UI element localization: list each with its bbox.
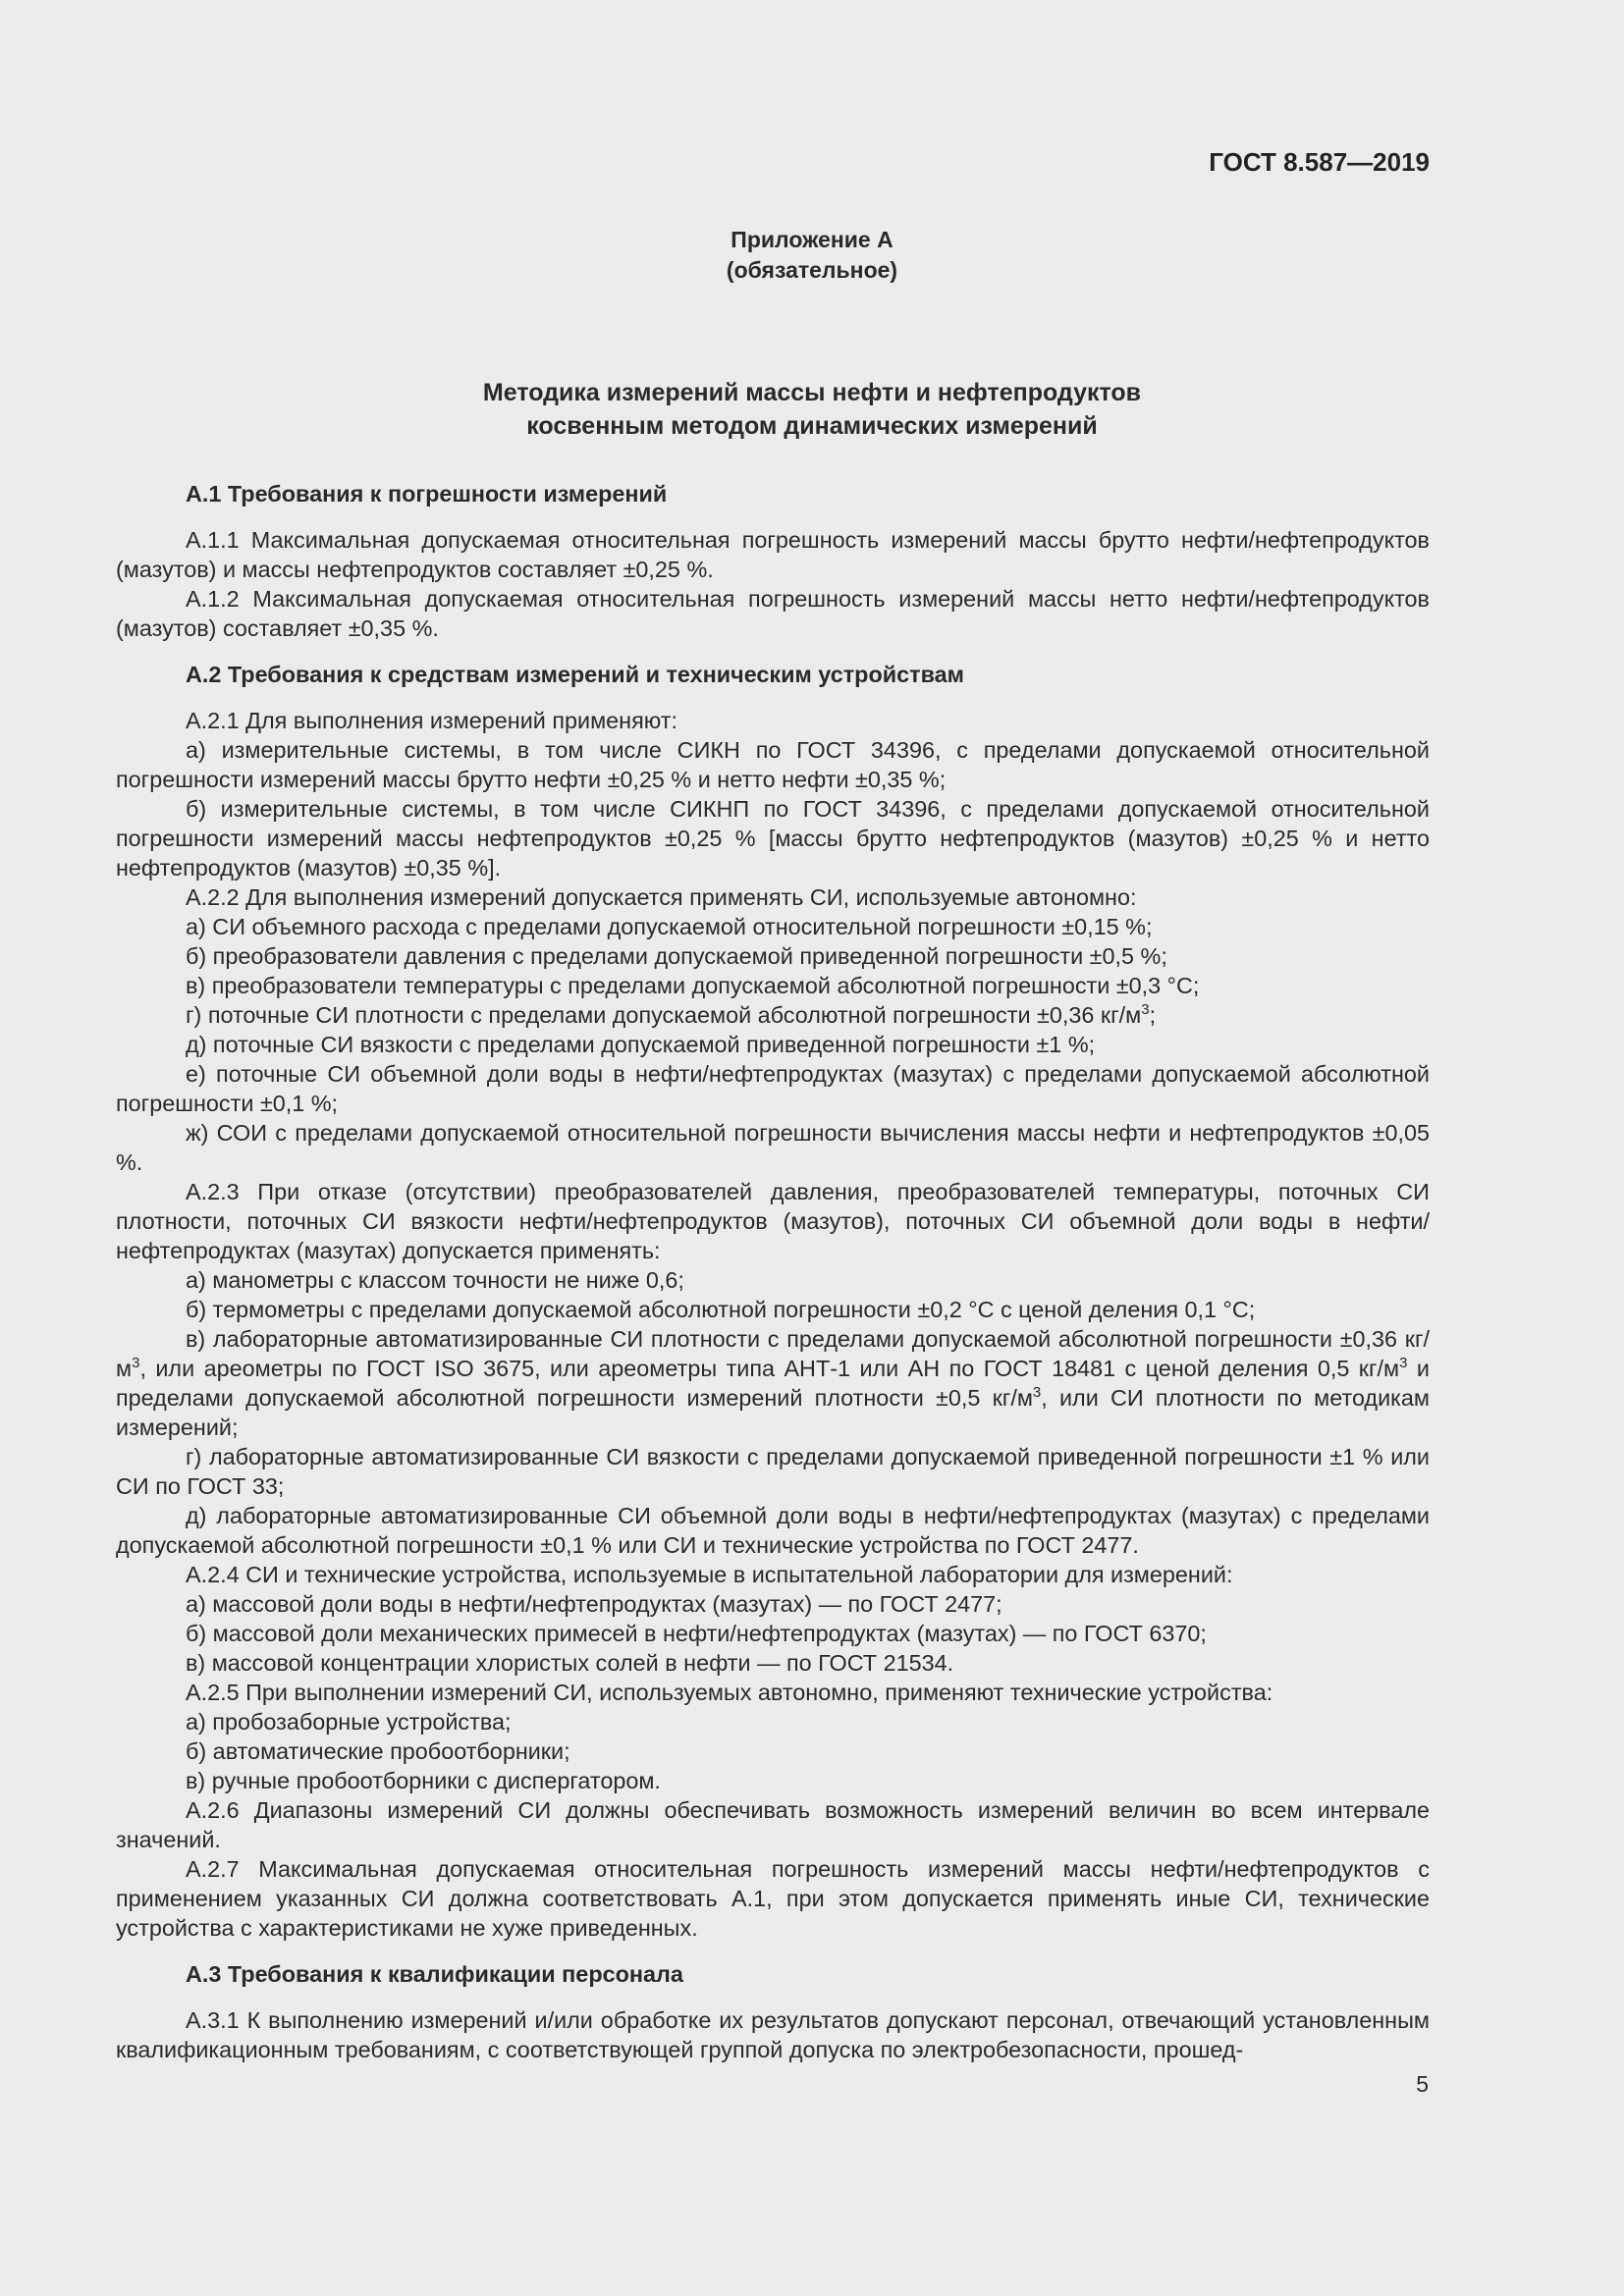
- list-item: б) преобразователи давления с пределами допускаемой приведенной погрешности ±0,5 %;: [186, 943, 1167, 969]
- document-body: [116, 479, 1430, 2064]
- superscript: 3: [1399, 1355, 1408, 1372]
- paragraph-a2-5: А.2.5 При выполнении измерений СИ, используемых автономно, применяют технические устройства:: [186, 1680, 1273, 1705]
- paragraph-a2-3: А.2.3 При отказе (отсутствии) преобразователей давления, преобразователей температуры, поточных СИ плотности, поточных СИ вязкости нефти/нефтепродуктов (мазутов), поточных СИ объемной доли воды в нефти/нефтепродуктах (мазутах) допускается применять:: [116, 1179, 1430, 1263]
- paragraph-a2-7: А.2.7 Максимальная допускаемая относительная погрешность измерений массы нефти/нефтепродуктов с применением указанных СИ должна соответствовать А.1, при этом допускается применять иные СИ, технические устройства с характеристиками не хуже приведенных.: [116, 1856, 1430, 1941]
- section-heading-a2: А.2 Требования к средствам измерений и техническим устройствам: [186, 662, 964, 687]
- list-item: б) измерительные системы, в том числе СИКНП по ГОСТ 34396, с пределами допускаемой относительной погрешности измерений массы нефтепродуктов ±0,25 % [массы брутто нефтепродуктов (мазутов) ±0,25 % и нетто нефтепродуктов (мазутов) ±0,35 %].: [116, 796, 1430, 881]
- superscript: 3: [1032, 1384, 1042, 1402]
- method-title-line2: косвенным методом динамических измерений: [526, 412, 1098, 440]
- method-title-line1: Методика измерений массы нефти и нефтепродуктов: [482, 379, 1142, 406]
- list-item-text: и пределами допускаемой абсолютной погрешности измерений плотности ±0,5 кг/м: [116, 1356, 1430, 1411]
- paragraph-a2-4: А.2.4 СИ и технические устройства, используемые в испытательной лаборатории для измерений:: [186, 1562, 1233, 1587]
- list-item: [116, 1324, 1430, 1442]
- paragraph-a1-2: А.1.2 Максимальная допускаемая относительная погрешность измерений массы нетто нефти/нефтепродуктов (мазутов) составляет ±0,35 %.: [116, 586, 1430, 641]
- paragraph-a1-1: А.1.1 Максимальная допускаемая относительная погрешность измерений массы брутто нефти/нефтепродуктов (мазутов) и массы нефтепродуктов составляет ±0,25 %.: [116, 527, 1430, 582]
- list-item: ж) СОИ с пределами допускаемой относительной погрешности вычисления массы нефти и нефтепродуктов ±0,05 %.: [116, 1120, 1430, 1175]
- list-item-text: в) лабораторные автоматизированные СИ плотности с пределами допускаемой абсолютной погрешности ±0,36 кг/м: [116, 1326, 1430, 1381]
- list-item-text: г) поточные СИ плотности с пределами допускаемой абсолютной погрешности ±0,36 кг/м: [186, 1002, 1142, 1028]
- section-heading-a3: А.3 Требования к квалификации персонала: [186, 1961, 683, 1987]
- list-item: б) термометры с пределами допускаемой абсолютной погрешности ±0,2 °С с ценой деления 0,1 °С;: [186, 1297, 1256, 1322]
- list-item: а) измерительные системы, в том числе СИКН по ГОСТ 34396, с пределами допускаемой относительной погрешности измерений массы брутто нефти ±0,25 % и нетто нефти ±0,35 %;: [116, 737, 1430, 792]
- list-item: г) лабораторные автоматизированные СИ вязкости с пределами допускаемой приведенной погрешности ±1 % или СИ по ГОСТ 33;: [116, 1444, 1430, 1499]
- list-item: б) автоматические пробоотборники;: [186, 1738, 570, 1764]
- list-item: в) ручные пробоотборники с диспергатором.: [186, 1768, 661, 1793]
- appendix-title: Приложение А: [731, 227, 893, 252]
- list-item: д) поточные СИ вязкости с пределами допускаемой приведенной погрешности ±1 %;: [186, 1032, 1096, 1057]
- list-item: в) преобразователи температуры с пределами допускаемой абсолютной погрешности ±0,3 °С;: [186, 973, 1200, 998]
- list-item-text: , или ареометры по ГОСТ ISO 3675, или ареометры типа АНТ-1 или АН по ГОСТ 18481 с ценой деления 0,5 кг/м: [139, 1356, 1400, 1381]
- list-item: а) манометры с классом точности не ниже 0,6;: [186, 1267, 684, 1293]
- paragraph-a2-2: А.2.2 Для выполнения измерений допускается применять СИ, используемые автономно:: [186, 884, 1137, 910]
- paragraph-a3-1: А.3.1 К выполнению измерений и/или обработке их результатов допускают персонал, отвечающий установленным квалификационным требованиям, с соответствующей группой допуска по электробезопасности, прошед-: [116, 2007, 1430, 2062]
- list-item-text: ;: [1149, 1002, 1157, 1028]
- appendix-status: (обязательное): [726, 257, 898, 283]
- page-number: 5: [1416, 2071, 1429, 2097]
- paragraph-a2-6: А.2.6 Диапазоны измерений СИ должны обеспечивать возможность измерений величин во всем интервале значений.: [116, 1797, 1430, 1852]
- list-item: [116, 1000, 1430, 1030]
- list-item: а) СИ объемного расхода с пределами допускаемой относительной погрешности ±0,15 %;: [186, 914, 1153, 939]
- list-item: а) пробозаборные устройства;: [186, 1709, 512, 1735]
- superscript: 3: [132, 1355, 140, 1372]
- appendix-heading: [0, 225, 1624, 286]
- paragraph-a2-1: А.2.1 Для выполнения измерений применяют:: [186, 708, 677, 733]
- list-item: е) поточные СИ объемной доли воды в нефти/нефтепродуктах (мазутах) с пределами допускаемой абсолютной погрешности ±0,1 %;: [116, 1061, 1430, 1116]
- method-title: [0, 376, 1624, 443]
- list-item: в) массовой концентрации хлористых солей в нефти — по ГОСТ 21534.: [186, 1650, 954, 1676]
- list-item: д) лабораторные автоматизированные СИ объемной доли воды в нефти/нефтепродуктах (мазутах) с пределами допускаемой абсолютной погрешности ±0,1 % или СИ и технические устройства по ГОСТ 2477.: [116, 1503, 1430, 1558]
- superscript: 3: [1141, 1001, 1150, 1019]
- list-item: б) массовой доли механических примесей в нефти/нефтепродуктах (мазутах) — по ГОСТ 6370;: [186, 1621, 1207, 1646]
- list-item-text: , или СИ плотности по методикам измерений;: [116, 1385, 1430, 1440]
- standard-code: ГОСТ 8.587—2019: [1209, 147, 1430, 177]
- section-heading-a1: А.1 Требования к погрешности измерений: [186, 481, 668, 507]
- list-item: а) массовой доли воды в нефти/нефтепродуктах (мазутах) — по ГОСТ 2477;: [186, 1591, 1002, 1617]
